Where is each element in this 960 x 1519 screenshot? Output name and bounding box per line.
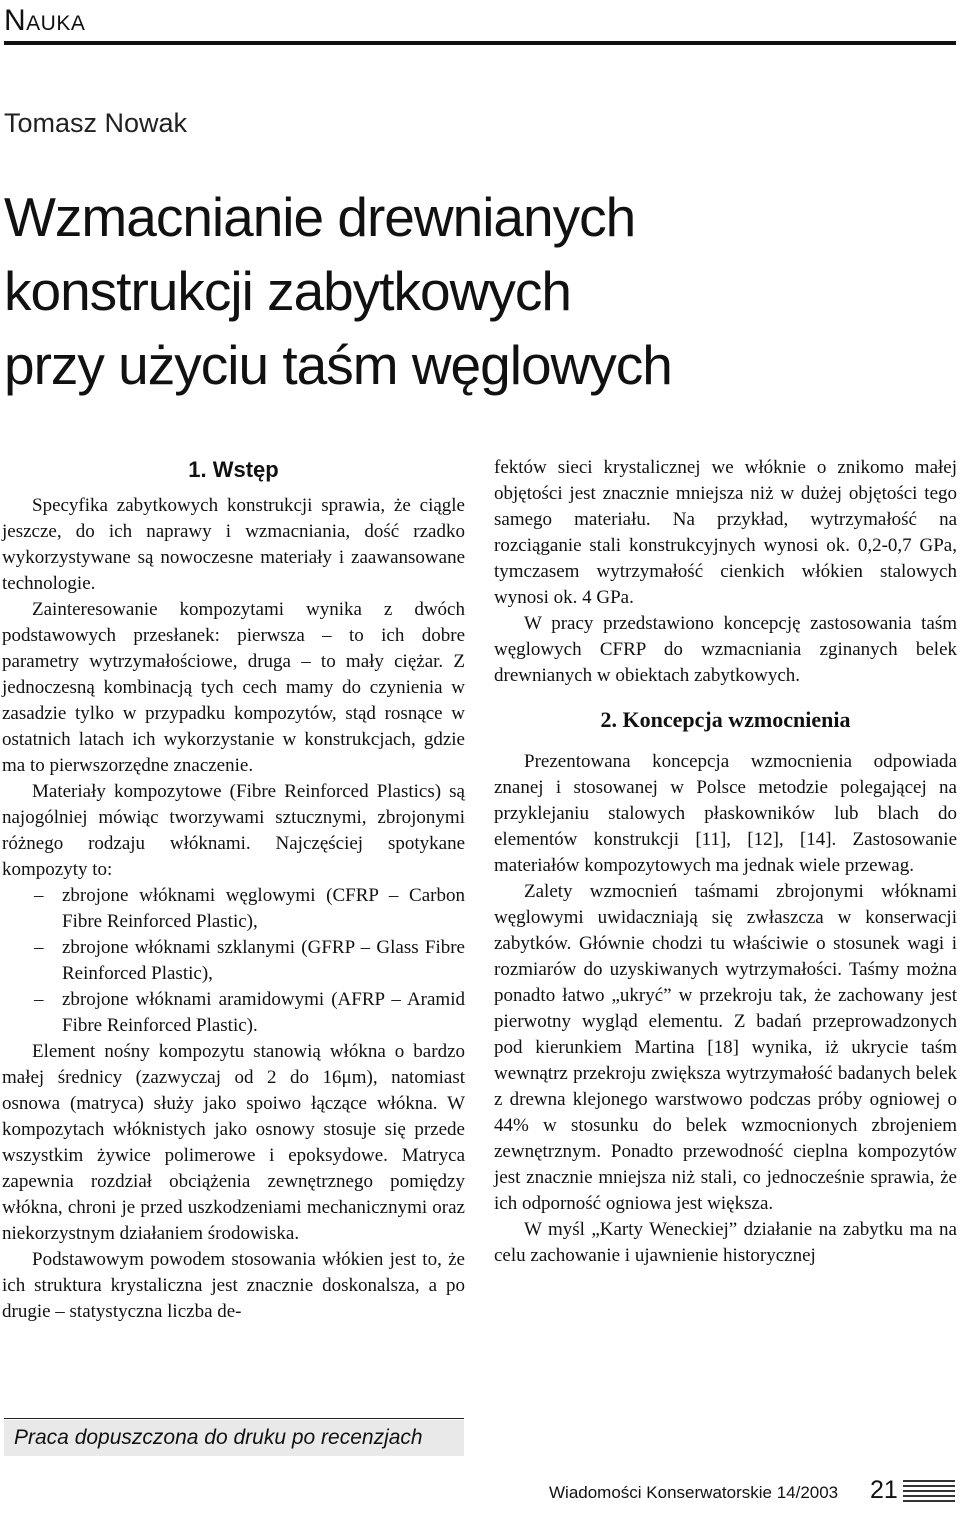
list-item [2, 883, 465, 935]
title-line-1: Wzmacnianie drewnianych [4, 186, 636, 248]
title-line-3: przy użyciu taśm węglowych [4, 334, 672, 396]
decorative-lines-icon [903, 1480, 955, 1504]
list-item [2, 935, 465, 987]
paragraph: Zainteresowanie kompozytami wynika z dwóch podstawowych przesłanek: pierwsza – to ich dobre parametry wytrzymałościowe, druga – to mały ciężar. Z jednoczesną kombinacją tych cech mamy do czynienia w zasadzie tylko w przypadku kompozytów, stąd rosnące w ostatnich latach ich wykorzystanie w konstrukcjach, gdzie ma to pierwszorzędne znaczenie. [2, 599, 465, 776]
paragraph: Specyfika zabytkowych konstrukcji sprawia, że ciągle jeszcze, do ich naprawy i wzmacniania, dość rzadko wykorzystywane są nowoczesne materiały i zaawansowane technologie. [2, 495, 465, 594]
title-line-2: konstrukcji zabytkowych [4, 260, 571, 322]
paragraph: Zalety wzmocnień taśmami zbrojonymi włóknami węglowymi uwidaczniają się zwłaszcza w konserwacji zabytków. Głównie chodzi tu właściwie o stosunek wagi i rozmiarów do uzyskiwanych wytrzymałości. Taśmy można ponadto łatwo „ukryć” w przekroju tak, że zachowany jest pierwotny wygląd elementu. Z badań przeprowadzonych pod kierunkiem Martina [18] wynika, iż ukrycie taśm wewnątrz przekroju zwiększa wytrzymałość badanych belek z drewna klejonego warstwowo podczas próby ogniowej o 44% w stosunku do belek wzmocnionych zbrojeniem zewnętrznym. Ponadto przewodność cieplna kompozytów jest znacznie mniejsza niż stali, co jednocześnie sprawia, że ich odporność ogniowa jest większa. [494, 881, 957, 1214]
header-rule [4, 41, 956, 45]
review-footnote: Praca dopuszczona do druku po recenzjach [4, 1420, 464, 1456]
left-column [2, 455, 465, 1325]
paragraph: Materiały kompozytowe (Fibre Reinforced Plastics) są najogólniej mówiąc tworzywami sztucznymi, zbrojonymi różnego rodzaju włóknami. Najczęściej spotykane kompozyty to: [2, 781, 465, 880]
list-item-text: zbrojone włóknami aramidowymi (AFRP – Aramid Fibre Reinforced Plastic). [62, 989, 465, 1036]
page-number: 21 [870, 1476, 898, 1504]
list-dash: – [34, 989, 44, 1010]
section-2-heading: 2. Koncepcja wzmocnienia [600, 707, 851, 732]
list-dash: – [34, 937, 44, 958]
paragraph: Podstawowym powodem stosowania włókien jest to, że ich struktura krystaliczna jest znacznie doskonalsza, a po drugie – statystyczna liczba de- [2, 1249, 465, 1322]
section-label: Nauka [4, 4, 86, 37]
footnote-rule [4, 1418, 464, 1419]
section-1-heading: 1. Wstęp [188, 457, 279, 482]
journal-name: Wiadomości Konserwatorskie 14/2003 [549, 1483, 839, 1502]
list-item [2, 987, 465, 1039]
composite-list [2, 883, 465, 1039]
paragraph: W myśl „Karty Weneckiej” działanie na zabytku ma na celu zachowanie i ujawnienie historycznej [494, 1219, 957, 1266]
article-title [4, 180, 944, 402]
list-item-text: zbrojone włóknami węglowymi (CFRP – Carbon Fibre Reinforced Plastic), [62, 885, 465, 932]
list-dash: – [34, 885, 44, 906]
paragraph: Prezentowana koncepcja wzmocnienia odpowiada znanej i stosowanej w Polsce metodzie polegającej na przyklejaniu stalowych płaskowników lub blach do elementów konstrukcji [11], [12], [14]. Zastosowanie materiałów kompozytowych ma jednak wiele przewag. [494, 751, 957, 876]
paragraph: W pracy przedstawiono koncepcję zastosowania taśm węglowych CFRP do wzmacniania zginanych belek drewnianych w obiektach zabytkowych. [494, 613, 957, 686]
right-column [494, 455, 957, 1269]
list-item-text: zbrojone włóknami szklanymi (GFRP – Glass Fibre Reinforced Plastic), [62, 937, 465, 984]
paragraph: Element nośny kompozytu stanowią włókna o bardzo małej średnicy (zazwyczaj od 2 do 16μm), natomiast osnowa (matryca) służy jako spoiwo łączące włókna. W kompozytach włóknistych jako osnowy stosuje się przede wszystkim żywice polimerowe i epoksydowe. Matryca zapewnia rozdział obciążenia zewnętrznego pomiędzy włókna, chroni je przed uszkodzeniami mechanicznymi oraz niekorzystnym działaniem środowiska. [2, 1041, 465, 1244]
paragraph-continued: fektów sieci krystalicznej we włóknie o znikomo małej objętości jest znacznie mniejsza niż w dużej objętości tego samego materiału. Na przykład, wytrzymałość na rozciąganie stali konstrukcyjnych wynosi ok. 0,2-0,7 GPa, tymczasem wytrzymałość cienkich włókien stalowych wynosi ok. 4 GPa. [494, 457, 957, 608]
author-name: Tomasz Nowak [4, 108, 188, 138]
